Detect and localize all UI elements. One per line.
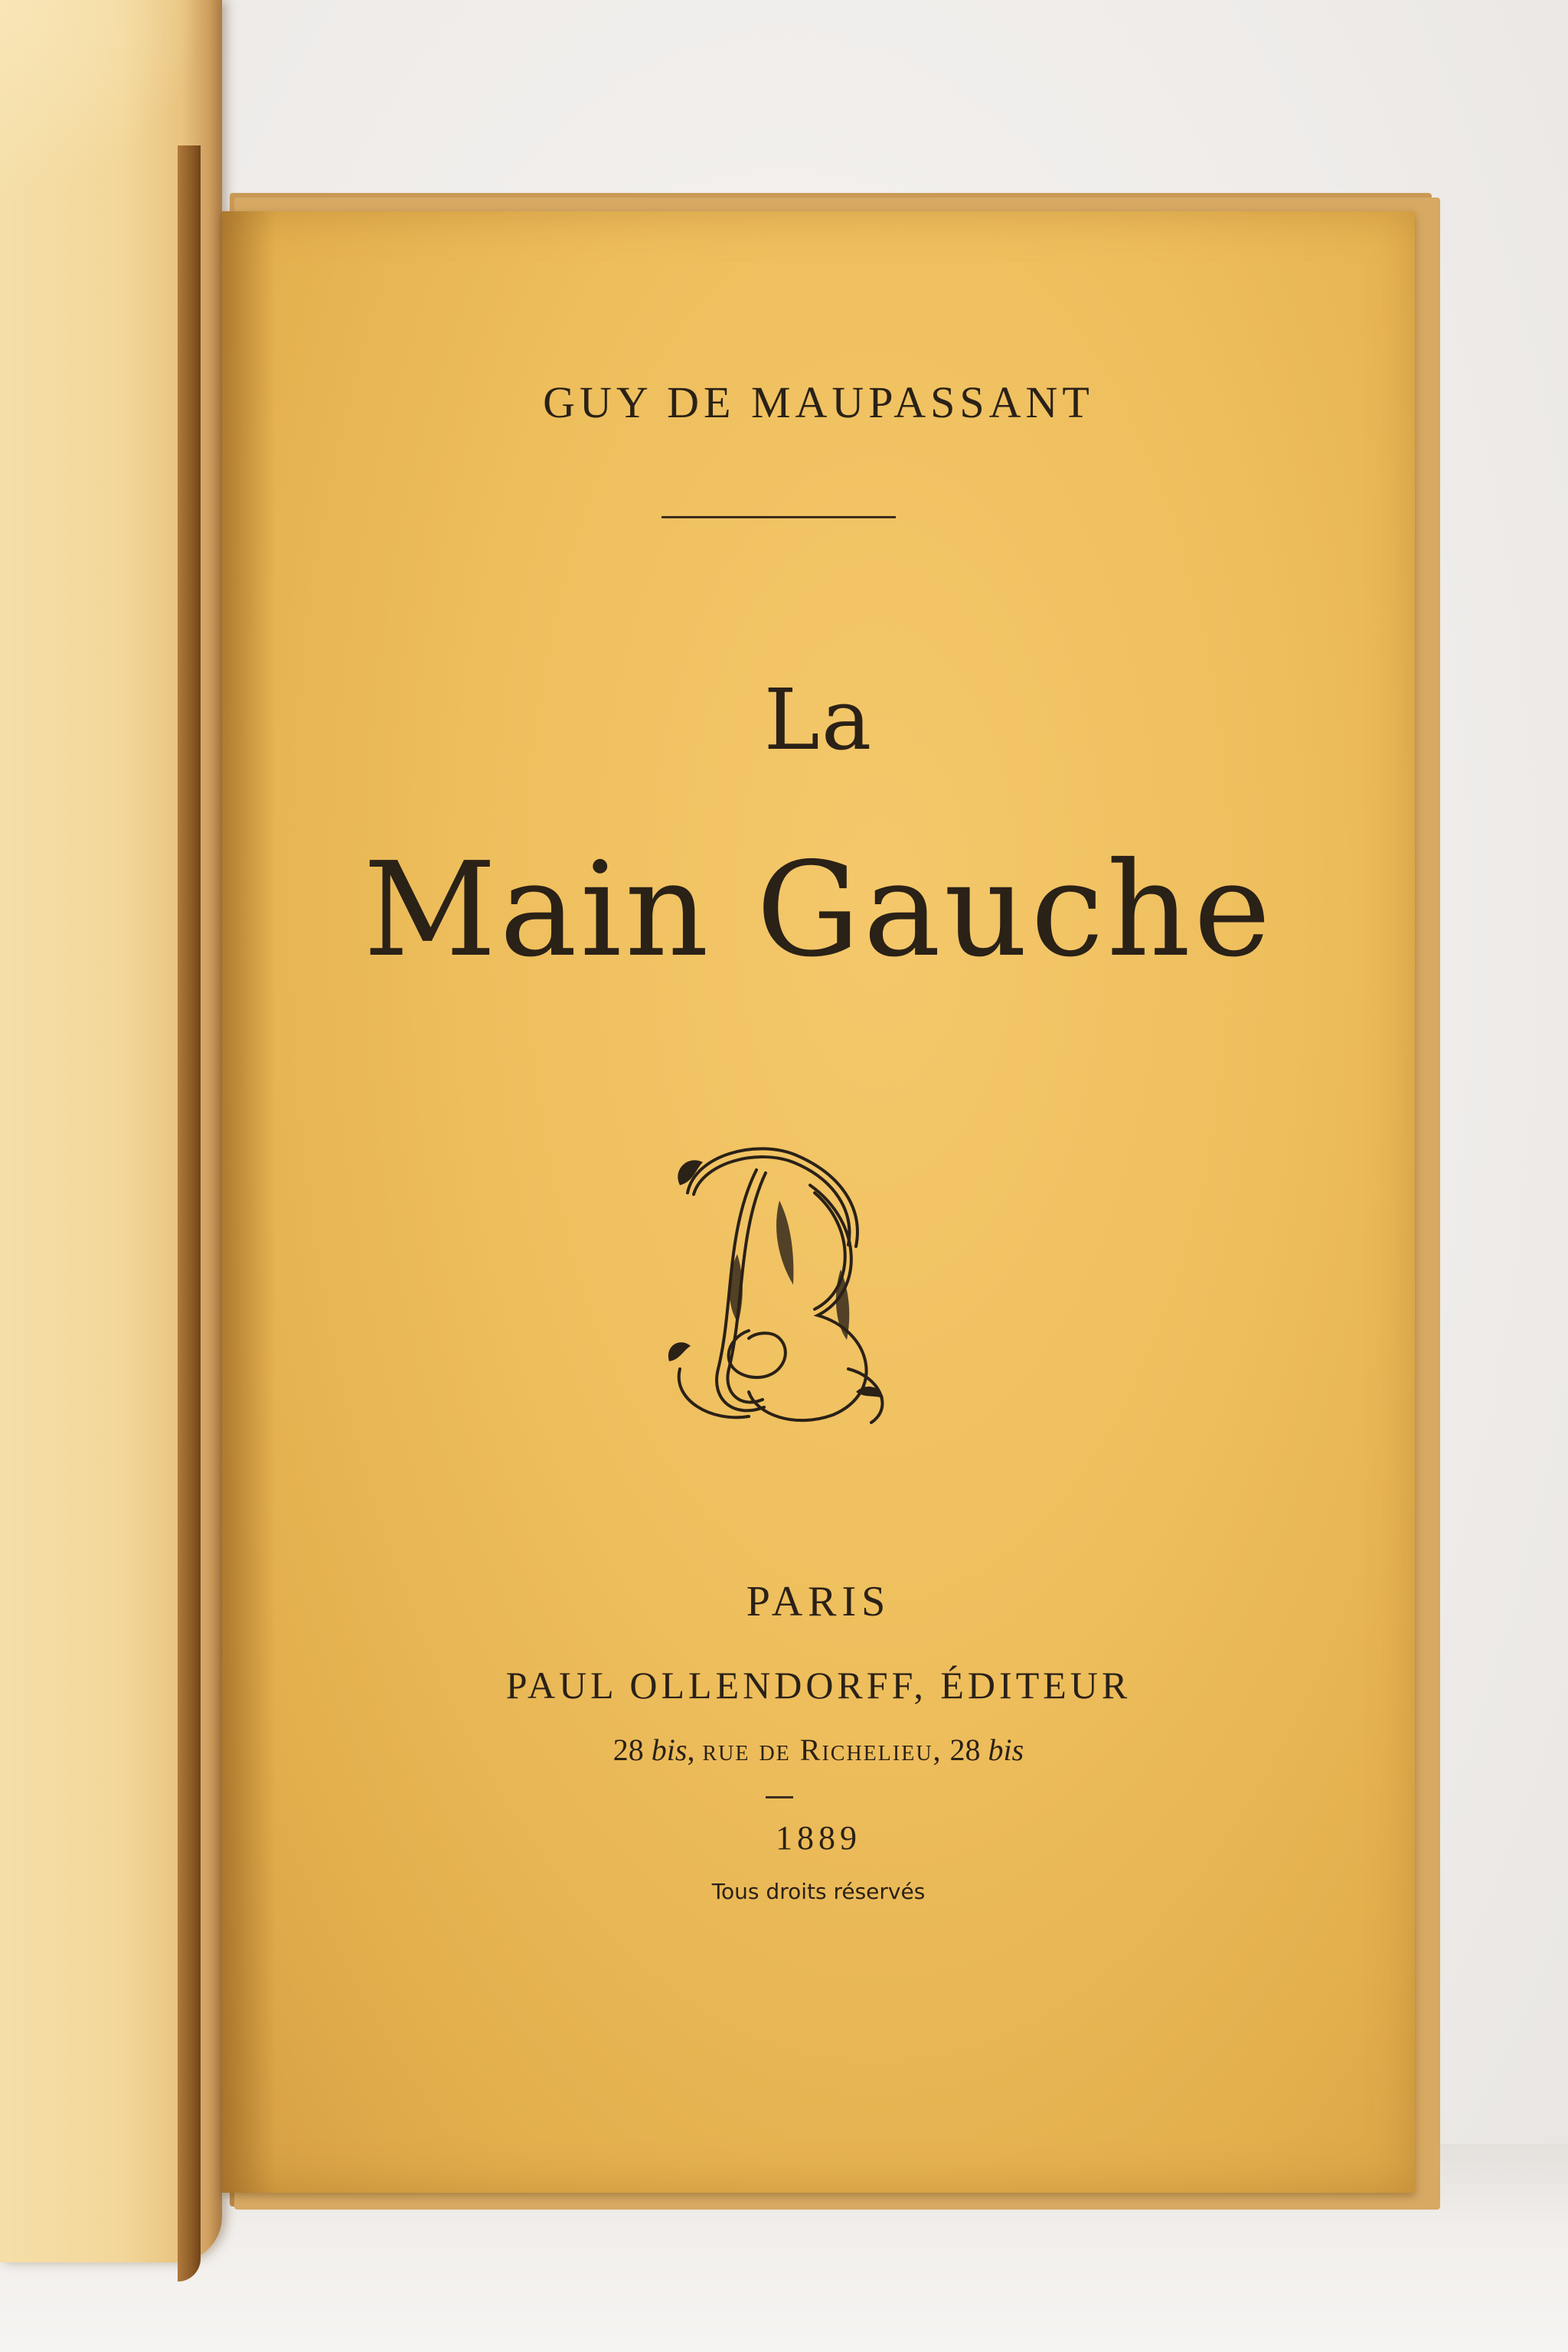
author-name: GUY DE MAUPASSANT: [543, 377, 1094, 427]
title-rule: [662, 516, 896, 518]
address-bis-left: bis: [651, 1733, 688, 1767]
publication-year: 1889: [776, 1819, 861, 1857]
rights-notice: Tous droits réservés: [711, 1879, 926, 1904]
year-rule: [766, 1796, 793, 1798]
address-street: rue de Richelieu,: [702, 1733, 942, 1767]
cover-edge: [178, 145, 201, 2282]
monogram-ornament: [665, 1139, 903, 1429]
publisher-address: 28 bis, rue de Richelieu, 28 bis: [612, 1733, 1024, 1767]
title-article: La: [763, 671, 874, 769]
address-number-left: 28: [612, 1733, 644, 1767]
address-number-right: 28: [949, 1733, 981, 1767]
publisher-name: PAUL OLLENDORFF, ÉDITEUR: [505, 1664, 1132, 1707]
facing-page-highlight: [0, 0, 207, 199]
publication-city: PARIS: [746, 1578, 891, 1625]
book-title: Main Gauche: [363, 835, 1274, 986]
address-bis-right: bis: [988, 1733, 1024, 1767]
